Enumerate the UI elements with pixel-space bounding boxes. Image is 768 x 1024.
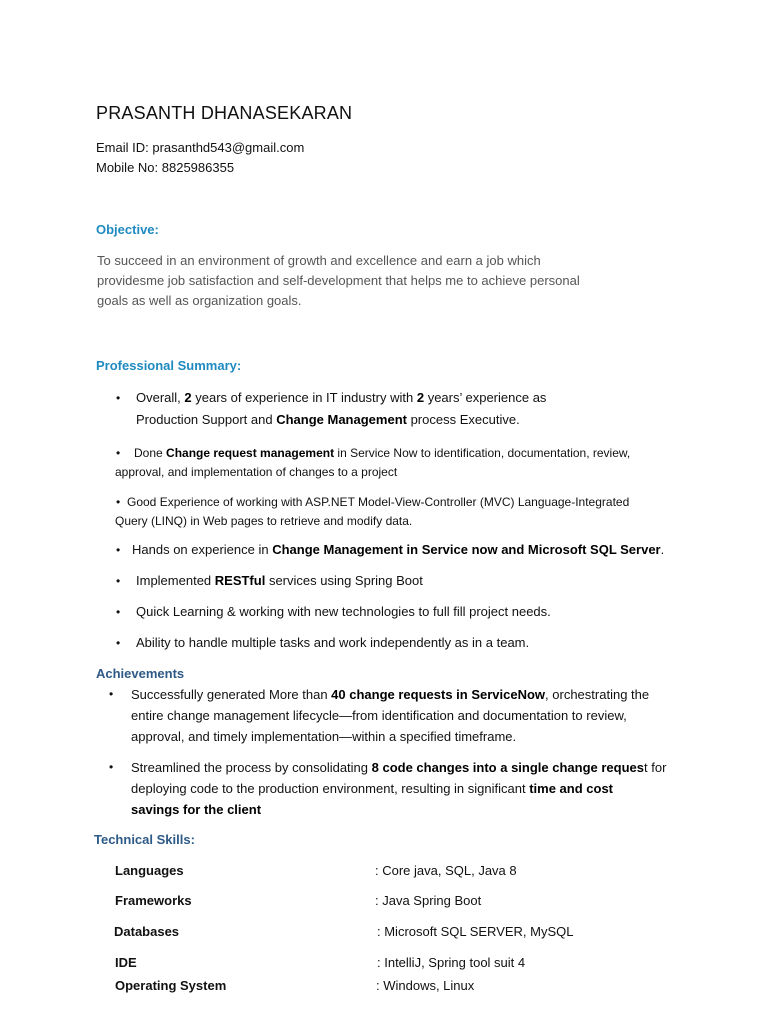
summary-item: [116, 601, 676, 623]
achievement-item: [109, 684, 709, 750]
objective-line: providesme job satisfaction and self-development that helps me to achieve personal: [97, 273, 580, 288]
summary-item-text: Quick Learning & working with new technologies to full fill project needs.: [136, 604, 551, 619]
objective-heading: Objective:: [96, 222, 159, 237]
skill-label-operating-system: Operating System: [115, 978, 227, 993]
skill-label-frameworks: Frameworks: [115, 893, 192, 908]
objective-line: To succeed in an environment of growth and excellence and earn a job which: [97, 253, 541, 268]
summary-item-text: Implemented RESTful services using Spring Boot: [136, 573, 423, 588]
achievement-item: [109, 757, 709, 823]
achievement-item-text: Streamlined the process by consolidating 8 code changes into a single change request for deploying code to the production environment, resulting in significant time and cost savings for the client: [131, 760, 667, 817]
summary-item-text: Good Experience of working with ASP.NET Model-View-Controller (MVC) Language-Integrated Query (LINQ) in Web pages to retrieve and modify data.: [115, 495, 630, 528]
objective-text: [97, 251, 657, 311]
bullet-glyph: •: [116, 574, 121, 588]
achievement-item-text: Successfully generated More than 40 change requests in ServiceNow, orchestrating the entire change management lifecycle—from identification and documentation to review, approval, and timely implementation—within a specified timeframe.: [131, 687, 650, 744]
bullet-glyph: •: [116, 391, 121, 405]
skill-value-frameworks: : Java Spring Boot: [375, 893, 482, 908]
summary-item: [116, 444, 696, 484]
mobile-line: Mobile No: 8825986355: [96, 160, 235, 175]
summary-item: [116, 539, 696, 561]
skill-label-databases: Databases: [114, 924, 180, 939]
bullet-glyph: •: [116, 636, 121, 650]
bullet-glyph: •: [109, 687, 114, 701]
email-line: Email ID: prasanthd543@gmail.com: [96, 140, 305, 155]
bullet-glyph: •: [109, 760, 114, 774]
summary-item: [116, 632, 676, 654]
summary-heading: Professional Summary:: [96, 358, 242, 373]
skill-value-databases: : Microsoft SQL SERVER, MySQL: [377, 924, 574, 939]
candidate-name: PRASANTH DHANASEKARAN: [96, 103, 353, 123]
summary-item-text: Hands on experience in Change Management in Service now and Microsoft SQL Server.: [132, 542, 665, 557]
bullet-glyph: •: [116, 543, 121, 557]
summary-item: [116, 493, 696, 533]
summary-item-text: Ability to handle multiple tasks and work independently as in a team.: [136, 635, 530, 650]
bullet-glyph: •: [116, 446, 121, 460]
summary-item-text: Done Change request management in Service Now to identification, documentation, review, approval, and implementation of changes to a project: [115, 446, 631, 479]
skill-value-languages: : Core java, SQL, Java 8: [375, 863, 517, 878]
achievements-heading: Achievements: [96, 666, 185, 681]
bullet-glyph: •: [116, 495, 121, 509]
summary-item: [116, 387, 676, 433]
skills-heading: Technical Skills:: [94, 832, 195, 847]
skill-label-ide: IDE: [115, 955, 137, 970]
skill-label-languages: Languages: [115, 863, 184, 878]
summary-item: [116, 570, 676, 592]
skill-value-operating-system: : Windows, Linux: [376, 978, 475, 993]
objective-line: goals as well as organization goals.: [97, 293, 302, 308]
summary-item-text: Overall, 2 years of experience in IT industry with 2 years’ experience as Production Support and Change Management process Executive.: [136, 390, 547, 427]
bullet-glyph: •: [116, 605, 121, 619]
skill-value-ide: : IntelliJ, Spring tool suit 4: [377, 955, 526, 970]
